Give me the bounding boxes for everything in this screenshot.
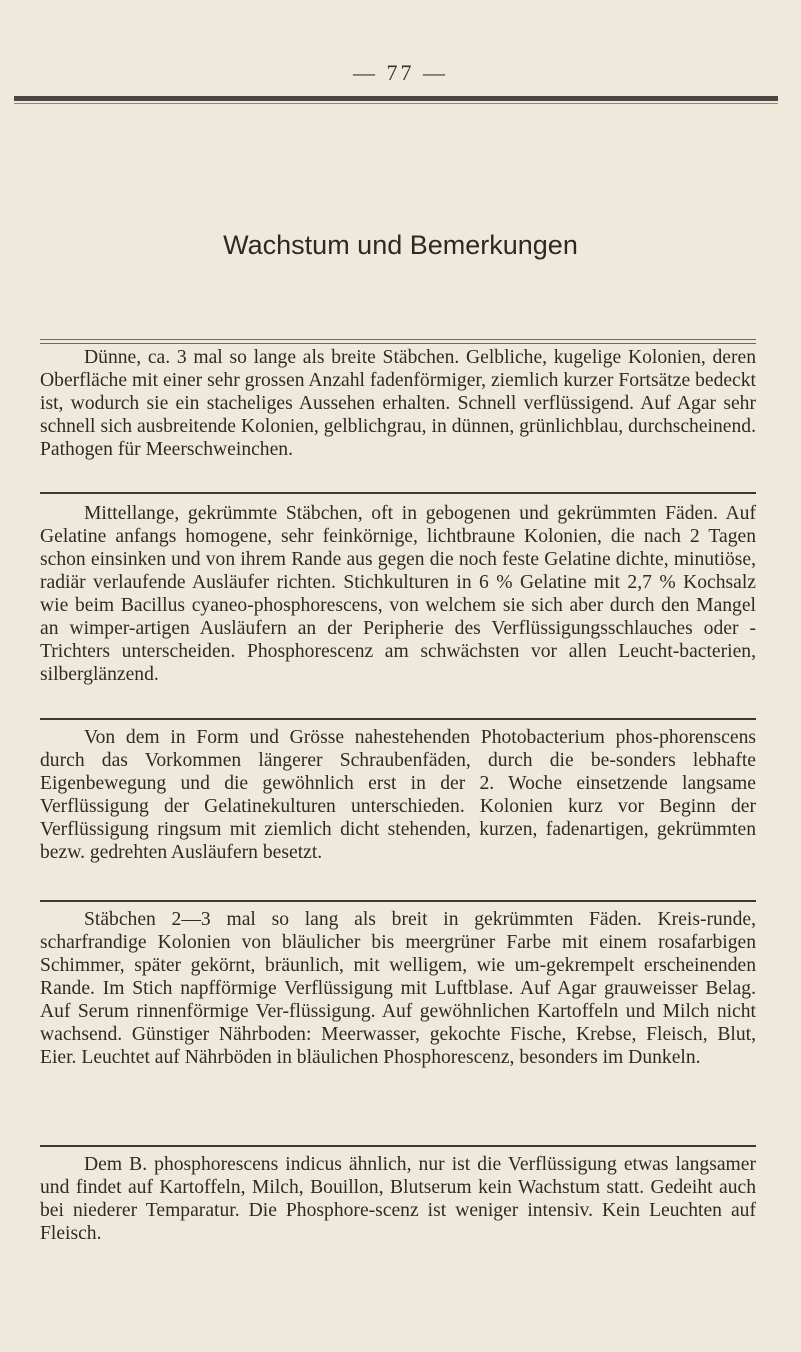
- entry-divider-4: [40, 1145, 756, 1147]
- entry-divider-3: [40, 900, 756, 902]
- entry-divider-2: [40, 718, 756, 720]
- column-heading: Wachstum und Bemerkungen: [223, 230, 578, 260]
- entry-5: [40, 1153, 756, 1245]
- entry-1: [40, 346, 756, 461]
- page-number: — 77 —: [353, 60, 448, 85]
- header-thick-rule: [14, 96, 778, 101]
- entry-4: [40, 908, 756, 1069]
- heading-rule-bottom: [40, 343, 756, 344]
- entry-3: [40, 726, 756, 864]
- entry-4-text: Stäbchen 2—3 mal so lang als breit in gekrümmten Fäden. Kreis-runde, scharfrandige Kolonien von bläulicher bis meergrüner Farbe mit einem rosafarbigen Schimmer, später gekörnt, bräunlich, mit welligem, wie um-gekrempelt erscheinenden Rande. Im Stich napfförmige Verflüssigung mit Luftblase. Auf Agar grauweisser Belag. Auf Serum rinnenförmige Ver-flüssigung. Auf gewöhnlichen Kartoffeln und Milch nicht wachsend. Günstiger Nährboden: Meerwasser, gekochte Fische, Krebse, Fleisch, Blut, Eier. Leuchtet auf Nährböden in bläulichen Phosphorescenz, besonders im Dunkeln.: [40, 909, 756, 1068]
- heading-rule-top: [40, 339, 756, 340]
- entry-2-text: Mittellange, gekrümmte Stäbchen, oft in gebogenen und gekrümmten Fäden. Auf Gelatine anfangs homogene, sehr feinkörnige, lichtbraune Kolonien, die nach 2 Tagen schon einsinken und von ihrem Rande aus gegen die noch feste Gelatine dichte, minutiöse, radiär verlaufende Ausläufer richten. Stichkulturen in 6 % Gelatine mit 2,7 % Kochsalz wie beim Bacillus cyaneo-phosphorescens, von welchem sie sich aber durch den Mangel an wimper-artigen Ausläufern an der Peripherie des Verflüssigungsschlauches oder -Trichters unterscheiden. Phosphorescenz am schwächsten vor allen Leucht-bacterien, silberglänzend.: [40, 503, 756, 685]
- header-thin-rule: [14, 103, 778, 104]
- entry-3-text: Von dem in Form und Grösse nahestehenden Photobacterium phos-phorenscens durch das Vorkommen längerer Schraubenfäden, durch die be-sonders lebhafte Eigenbewegung und die gewöhnlich erst in der 2. Woche einsetzende langsame Verflüssigung der Gelatinekulturen unterschieden. Kolonien kurz vor Beginn der Verflüssigung ringsum mit ziemlich dicht stehenden, kurzen, fadenartigen, gekrümmten bezw. gedrehten Ausläufern besetzt.: [40, 727, 756, 863]
- entry-5-text: Dem B. phosphorescens indicus ähnlich, nur ist die Verflüssigung etwas langsamer und findet auf Kartoffeln, Milch, Bouillon, Blutserum kein Wachstum statt. Gedeiht auch bei niederer Temparatur. Die Phosphore-scenz ist weniger intensiv. Kein Leuchten auf Fleisch.: [40, 1154, 756, 1244]
- entry-divider-1: [40, 492, 756, 494]
- entry-2: [40, 502, 756, 686]
- entry-1-text: Dünne, ca. 3 mal so lange als breite Stäbchen. Gelbliche, kugelige Kolonien, deren Oberfläche mit einer sehr grossen Anzahl fadenförmiger, ziemlich kurzer Fortsätze bedeckt ist, wodurch sie ein stacheliges Aussehen erhalten. Schnell verflüssigend. Auf Agar sehr schnell sich ausbreitende Kolonien, gelblichgrau, in dünnen, grünlichblau, durchscheinend. Pathogen für Meerschweinchen.: [40, 347, 756, 460]
